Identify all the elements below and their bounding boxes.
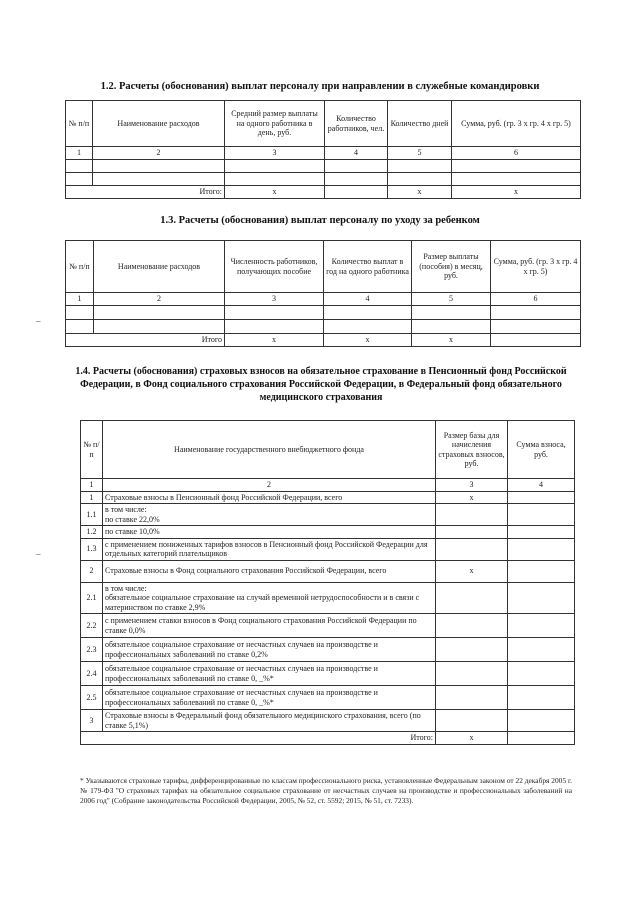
table-business-trips [65, 100, 581, 199]
column-number-row [66, 147, 581, 160]
sum-cell [508, 538, 575, 560]
base-cell [436, 662, 508, 686]
fund-name: в том числе: по ставке 22,0% [103, 504, 436, 526]
table-row [81, 686, 575, 710]
base-cell [436, 710, 508, 732]
total-label: Итого [66, 333, 225, 346]
sum-cell [508, 582, 575, 614]
total-label: Итого: [81, 732, 436, 745]
base-cell [436, 504, 508, 526]
fund-name: по ставке 10,0% [103, 526, 436, 539]
fund-name: Страховые взносы в Федеральный фонд обязательного медицинского страхования, всего (по ставке 5,1%) [103, 710, 436, 732]
table-row [66, 159, 581, 172]
total-row [81, 732, 575, 745]
col-num: 3 [225, 293, 324, 306]
col-num: 1 [81, 479, 103, 492]
row-number: 1.1 [81, 504, 103, 526]
fund-name: Страховые взносы в Пенсионный фонд Российской Федерации, всего [103, 491, 436, 504]
base-cell [436, 614, 508, 638]
table-row [66, 172, 581, 185]
sum-cell [508, 526, 575, 539]
row-number: 2.4 [81, 662, 103, 686]
header-base: Размер базы для начисления страховых взносов, руб. [436, 421, 508, 479]
margin-mark: – [36, 316, 41, 326]
fund-name: обязательное социальное страхование от несчастных случаев на производстве и профессиональных заболеваний по ставке 0,2% [103, 638, 436, 662]
fund-name: с применением ставки взносов в Фонд социального страхования Российской Федерации по ставке 0,0% [103, 614, 436, 638]
sum-cell [508, 560, 575, 582]
sum-cell [508, 710, 575, 732]
fund-name: с применением пониженных тарифов взносов в Пенсионный фонд Российской Федерации для отдельных категорий плательщиков [103, 538, 436, 560]
col-num: 4 [508, 479, 575, 492]
total-base: x [436, 732, 508, 745]
header-employees: Количество работников, чел. [325, 101, 388, 147]
col-num: 4 [324, 293, 412, 306]
sum-cell [508, 504, 575, 526]
col-num: 3 [436, 479, 508, 492]
total-label: Итого: [66, 185, 225, 198]
total-row [66, 185, 581, 198]
table-row [66, 319, 581, 333]
header-sum: Сумма, руб. (гр. 3 x гр. 4 x гр. 5) [452, 101, 581, 147]
section-1-3-title: 1.3. Расчеты (обоснования) выплат персоналу по уходу за ребенком [160, 215, 480, 226]
header-avg-payment: Средний размер выплаты на одного работника в день, руб. [225, 101, 325, 147]
total-row [66, 333, 581, 346]
base-cell: x [436, 560, 508, 582]
header-days: Количество дней [388, 101, 452, 147]
sum-cell [508, 686, 575, 710]
fund-rows [81, 491, 575, 732]
base-cell: x [436, 491, 508, 504]
row-number: 2 [81, 560, 103, 582]
header-payments-count: Количество выплат в год на одного работника [324, 241, 412, 293]
base-cell [436, 582, 508, 614]
sum-cell [508, 614, 575, 638]
total-cell: x [388, 185, 452, 198]
column-number-row [81, 479, 575, 492]
col-num: 5 [388, 147, 452, 160]
col-num: 1 [66, 293, 94, 306]
section-1-4-title: 1.4. Расчеты (обоснования) страховых взносов на обязательное страхование в Пенсионный фонд Российской Федерации, в Фонд социального страхования Российской Федерации, в Федеральный фонд обязательного медицинского страхования [75, 366, 567, 403]
table-row [81, 614, 575, 638]
base-cell [436, 526, 508, 539]
table-header-row [66, 241, 581, 293]
table-insurance-contributions [80, 420, 575, 745]
header-num: № п/п [66, 241, 94, 293]
table-row [81, 710, 575, 732]
column-number-row [66, 293, 581, 306]
table-row [81, 504, 575, 526]
col-num: 6 [491, 293, 581, 306]
row-number: 3 [81, 710, 103, 732]
sum-cell [508, 491, 575, 504]
table-row [81, 491, 575, 504]
col-num: 5 [412, 293, 491, 306]
base-cell [436, 638, 508, 662]
total-cell: x [452, 185, 581, 198]
section-1-2-title: 1.2. Расчеты (обоснования) выплат персоналу при направлении в служебные командировки [100, 81, 540, 92]
col-num: 4 [325, 147, 388, 160]
base-cell [436, 686, 508, 710]
header-sum: Сумма, руб. (гр. 3 x гр. 4 x гр. 5) [491, 241, 581, 293]
col-num: 2 [93, 147, 225, 160]
table-childcare [65, 240, 581, 347]
table-row [81, 560, 575, 582]
row-number: 2.5 [81, 686, 103, 710]
col-num: 3 [225, 147, 325, 160]
table-row [81, 638, 575, 662]
col-num: 6 [452, 147, 581, 160]
table-row [81, 526, 575, 539]
row-number: 2.3 [81, 638, 103, 662]
table-header-row [81, 421, 575, 479]
row-number: 2.1 [81, 582, 103, 614]
col-num: 2 [94, 293, 225, 306]
total-cell [491, 333, 581, 346]
total-cell: x [225, 333, 324, 346]
total-cell: x [412, 333, 491, 346]
row-number: 2.2 [81, 614, 103, 638]
header-contribution-sum: Сумма взноса, руб. [508, 421, 575, 479]
col-num: 1 [66, 147, 93, 160]
total-cell: x [324, 333, 412, 346]
table-row [81, 538, 575, 560]
col-num: 2 [103, 479, 436, 492]
table-row [81, 662, 575, 686]
header-fund-name: Наименование государственного внебюджетного фонда [103, 421, 436, 479]
sum-cell [508, 638, 575, 662]
margin-mark: – [36, 549, 41, 559]
header-expense-name: Наименование расходов [93, 101, 225, 147]
total-sum [508, 732, 575, 745]
row-number: 1.2 [81, 526, 103, 539]
header-benefit-size: Размер выплаты (пособия) в месяц, руб. [412, 241, 491, 293]
table-row [66, 305, 581, 319]
footnote: * Указываются страховые тарифы, дифференцированные по классам профессионального риска, установленные Федеральным законом от 22 декабря 2005 г. № 179-ФЗ "О страховых тарифах на обязательное социальное страхование от несчастных случаев на производстве и профессиональных заболеваний на 2006 год" (Собрание законодательства Российской Федерации, 2005, № 52, ст. 5592; 2015, № 51, ст. 7233). [80, 776, 572, 805]
table-header-row [66, 101, 581, 147]
fund-name: в том числе: обязательное социальное страхование на случай временной нетрудоспособности и в связи с материнством по ставке 2,9% [103, 582, 436, 614]
header-num: № п/п [66, 101, 93, 147]
fund-name: обязательное социальное страхование от несчастных случаев на производстве и профессиональных заболеваний по ставке 0, _%* [103, 662, 436, 686]
header-num: № п/п [81, 421, 103, 479]
table-row [81, 582, 575, 614]
header-employees-benefit: Численность работников, получающих пособие [225, 241, 324, 293]
base-cell [436, 538, 508, 560]
total-cell: x [225, 185, 325, 198]
fund-name: Страховые взносы в Фонд социального страхования Российской Федерации, всего [103, 560, 436, 582]
fund-name: обязательное социальное страхование от несчастных случаев на производстве и профессиональных заболеваний по ставке 0, _%* [103, 686, 436, 710]
total-cell [325, 185, 388, 198]
row-number: 1.3 [81, 538, 103, 560]
header-expense-name: Наименование расходов [94, 241, 225, 293]
row-number: 1 [81, 491, 103, 504]
sum-cell [508, 662, 575, 686]
